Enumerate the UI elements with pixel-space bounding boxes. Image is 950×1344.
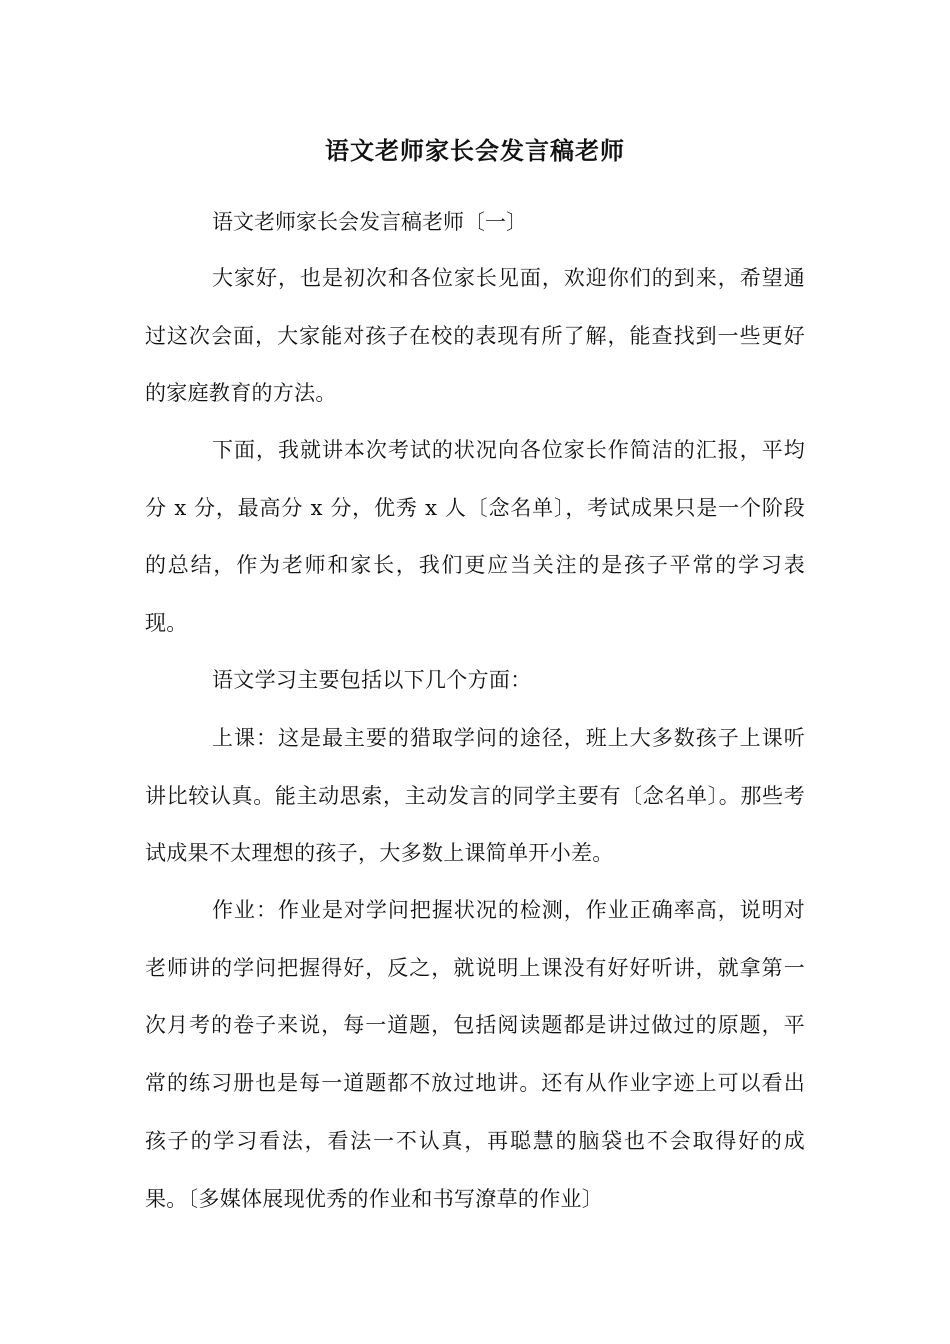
document-title: 语文老师家长会发言稿老师 bbox=[325, 136, 625, 165]
paragraph-exam-report: 下面，我就讲本次考试的状况向各位家长作简洁的汇报，平均分 x 分，最高分 x 分，优秀 x 人〔念名单〕，考试成果只是一个阶段的总结，作为老师和家长，我们更应当关注的是孩子平常的学习表现。 bbox=[145, 438, 805, 636]
section-heading: 语文老师家长会发言稿老师〔一〕 bbox=[212, 210, 527, 234]
paragraph-aspects-intro: 语文学习主要包括以下几个方面： bbox=[212, 668, 532, 692]
paragraph-greeting: 大家好，也是初次和各位家长见面，欢迎你们的到来，希望通过这次会面，大家能对孩子在校的表现有所了解，能查找到一些更好的家庭教育的方法。 bbox=[145, 266, 805, 406]
paragraph-homework: 作业：作业是对学问把握状况的检测，作业正确率高，说明对老师讲的学问把握得好，反之，就说明上课没有好好听讲，就拿第一次月考的卷子来说，每一道题，包括阅读题都是讲过做过的原题，平常的练习册也是每一道题都不放过地讲。还有从作业字迹上可以看出孩子的学习看法，看法一不认真，再聪慧的脑袋也不会取得好的成果。〔多媒体展现优秀的作业和书写潦草的作业〕 bbox=[145, 898, 805, 1211]
paragraph-class: 上课：这是最主要的猎取学问的途径，班上大多数孩子上课听讲比较认真。能主动思索，主动发言的同学主要有〔念名单〕。那些考试成果不太理想的孩子，大多数上课简单开小差。 bbox=[145, 726, 805, 866]
